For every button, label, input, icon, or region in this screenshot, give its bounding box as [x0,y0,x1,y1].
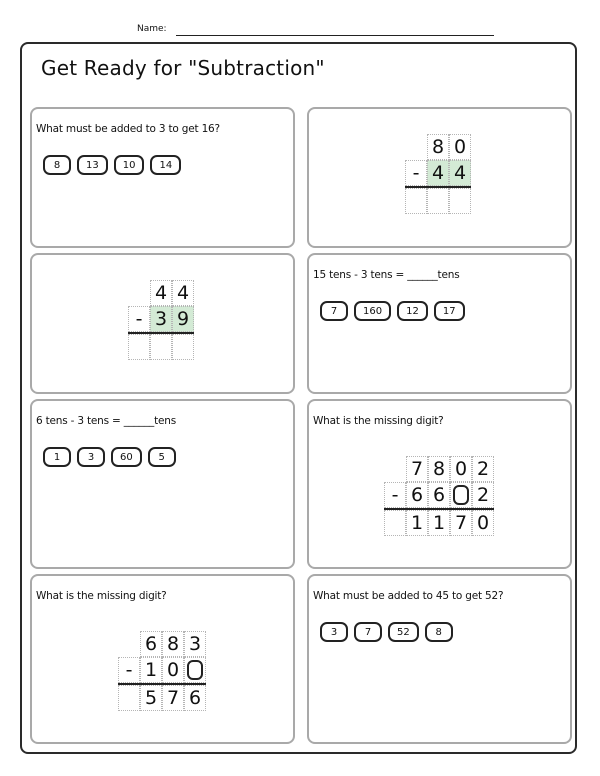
answer-cell[interactable] [427,188,449,214]
answer-choices [320,301,465,321]
worksheet [20,42,577,754]
choice-button[interactable]: 3 [320,622,348,642]
question-text: 15 tens - 3 tens = ______tens [313,269,460,281]
question-text: What must be added to 3 to get 16? [36,123,220,135]
problem-card-3 [30,253,295,394]
choice-button[interactable]: 7 [320,301,348,321]
choice-button[interactable]: 8 [425,622,453,642]
digit-cell: 2 [472,456,494,482]
problem-card-1 [30,107,295,248]
missing-digit-box[interactable] [187,660,203,680]
page-title: Get Ready for "Subtraction" [41,56,325,80]
result-cell: 6 [184,685,206,711]
digit-cell: 0 [162,657,184,683]
problem-card-4 [307,253,572,394]
choice-button[interactable]: 13 [77,155,108,175]
question-text: What must be added to 45 to get 52? [313,590,504,602]
name-line [176,35,494,36]
answer-cell[interactable] [405,188,427,214]
digit-cell: 0 [450,456,472,482]
answer-choices [320,622,453,642]
choice-button[interactable]: 1 [43,447,71,467]
answer-cell[interactable] [449,188,471,214]
choice-button[interactable]: 14 [150,155,181,175]
digit-cell: 6 [428,482,450,508]
question-text: What is the missing digit? [313,415,444,427]
digit-cell: 8 [162,631,184,657]
result-cell: 7 [162,685,184,711]
digit-cell: 4 [427,160,449,186]
digit-cell: 6 [140,631,162,657]
digit-cell: 4 [449,160,471,186]
choice-button[interactable]: 12 [397,301,428,321]
digit-cell: 8 [428,456,450,482]
choice-button[interactable]: 5 [148,447,176,467]
answer-choices [43,447,176,467]
digit-cell: 9 [172,306,194,332]
problem-card-6 [307,399,572,569]
digit-cell: 7 [406,456,428,482]
minus-sign: - [128,306,150,332]
digit-cell: 4 [150,280,172,306]
result-cell: 7 [450,510,472,536]
missing-digit-cell[interactable] [184,657,206,683]
result-cell: 1 [406,510,428,536]
empty-cell [118,685,140,711]
digit-cell: 8 [427,134,449,160]
digit-cell: 6 [406,482,428,508]
answer-choices [43,155,181,175]
problem-card-7 [30,574,295,744]
minus-sign: - [405,160,427,186]
answer-cell[interactable] [128,334,150,360]
choice-button[interactable]: 7 [354,622,382,642]
problem-card-8 [307,574,572,744]
choice-button[interactable]: 52 [388,622,419,642]
digit-cell: 3 [150,306,172,332]
minus-sign: - [118,657,140,683]
question-text: What is the missing digit? [36,590,167,602]
problem-card-5 [30,399,295,569]
problem-card-2 [307,107,572,248]
missing-digit-cell[interactable] [450,482,472,508]
question-text: 6 tens - 3 tens = ______tens [36,415,176,427]
missing-digit-box[interactable] [453,485,469,505]
digit-cell: 3 [184,631,206,657]
digit-cell: 0 [449,134,471,160]
answer-cell[interactable] [150,334,172,360]
digit-cell: 4 [172,280,194,306]
result-cell: 5 [140,685,162,711]
choice-button[interactable]: 60 [111,447,142,467]
digit-cell: 1 [140,657,162,683]
choice-button[interactable]: 8 [43,155,71,175]
result-cell: 0 [472,510,494,536]
choice-button[interactable]: 3 [77,447,105,467]
answer-cell[interactable] [172,334,194,360]
choice-button[interactable]: 17 [434,301,465,321]
minus-sign: - [384,482,406,508]
choice-button[interactable]: 160 [354,301,391,321]
choice-button[interactable]: 10 [114,155,145,175]
digit-cell: 2 [472,482,494,508]
name-label: Name: [137,24,167,34]
empty-cell [384,510,406,536]
result-cell: 1 [428,510,450,536]
